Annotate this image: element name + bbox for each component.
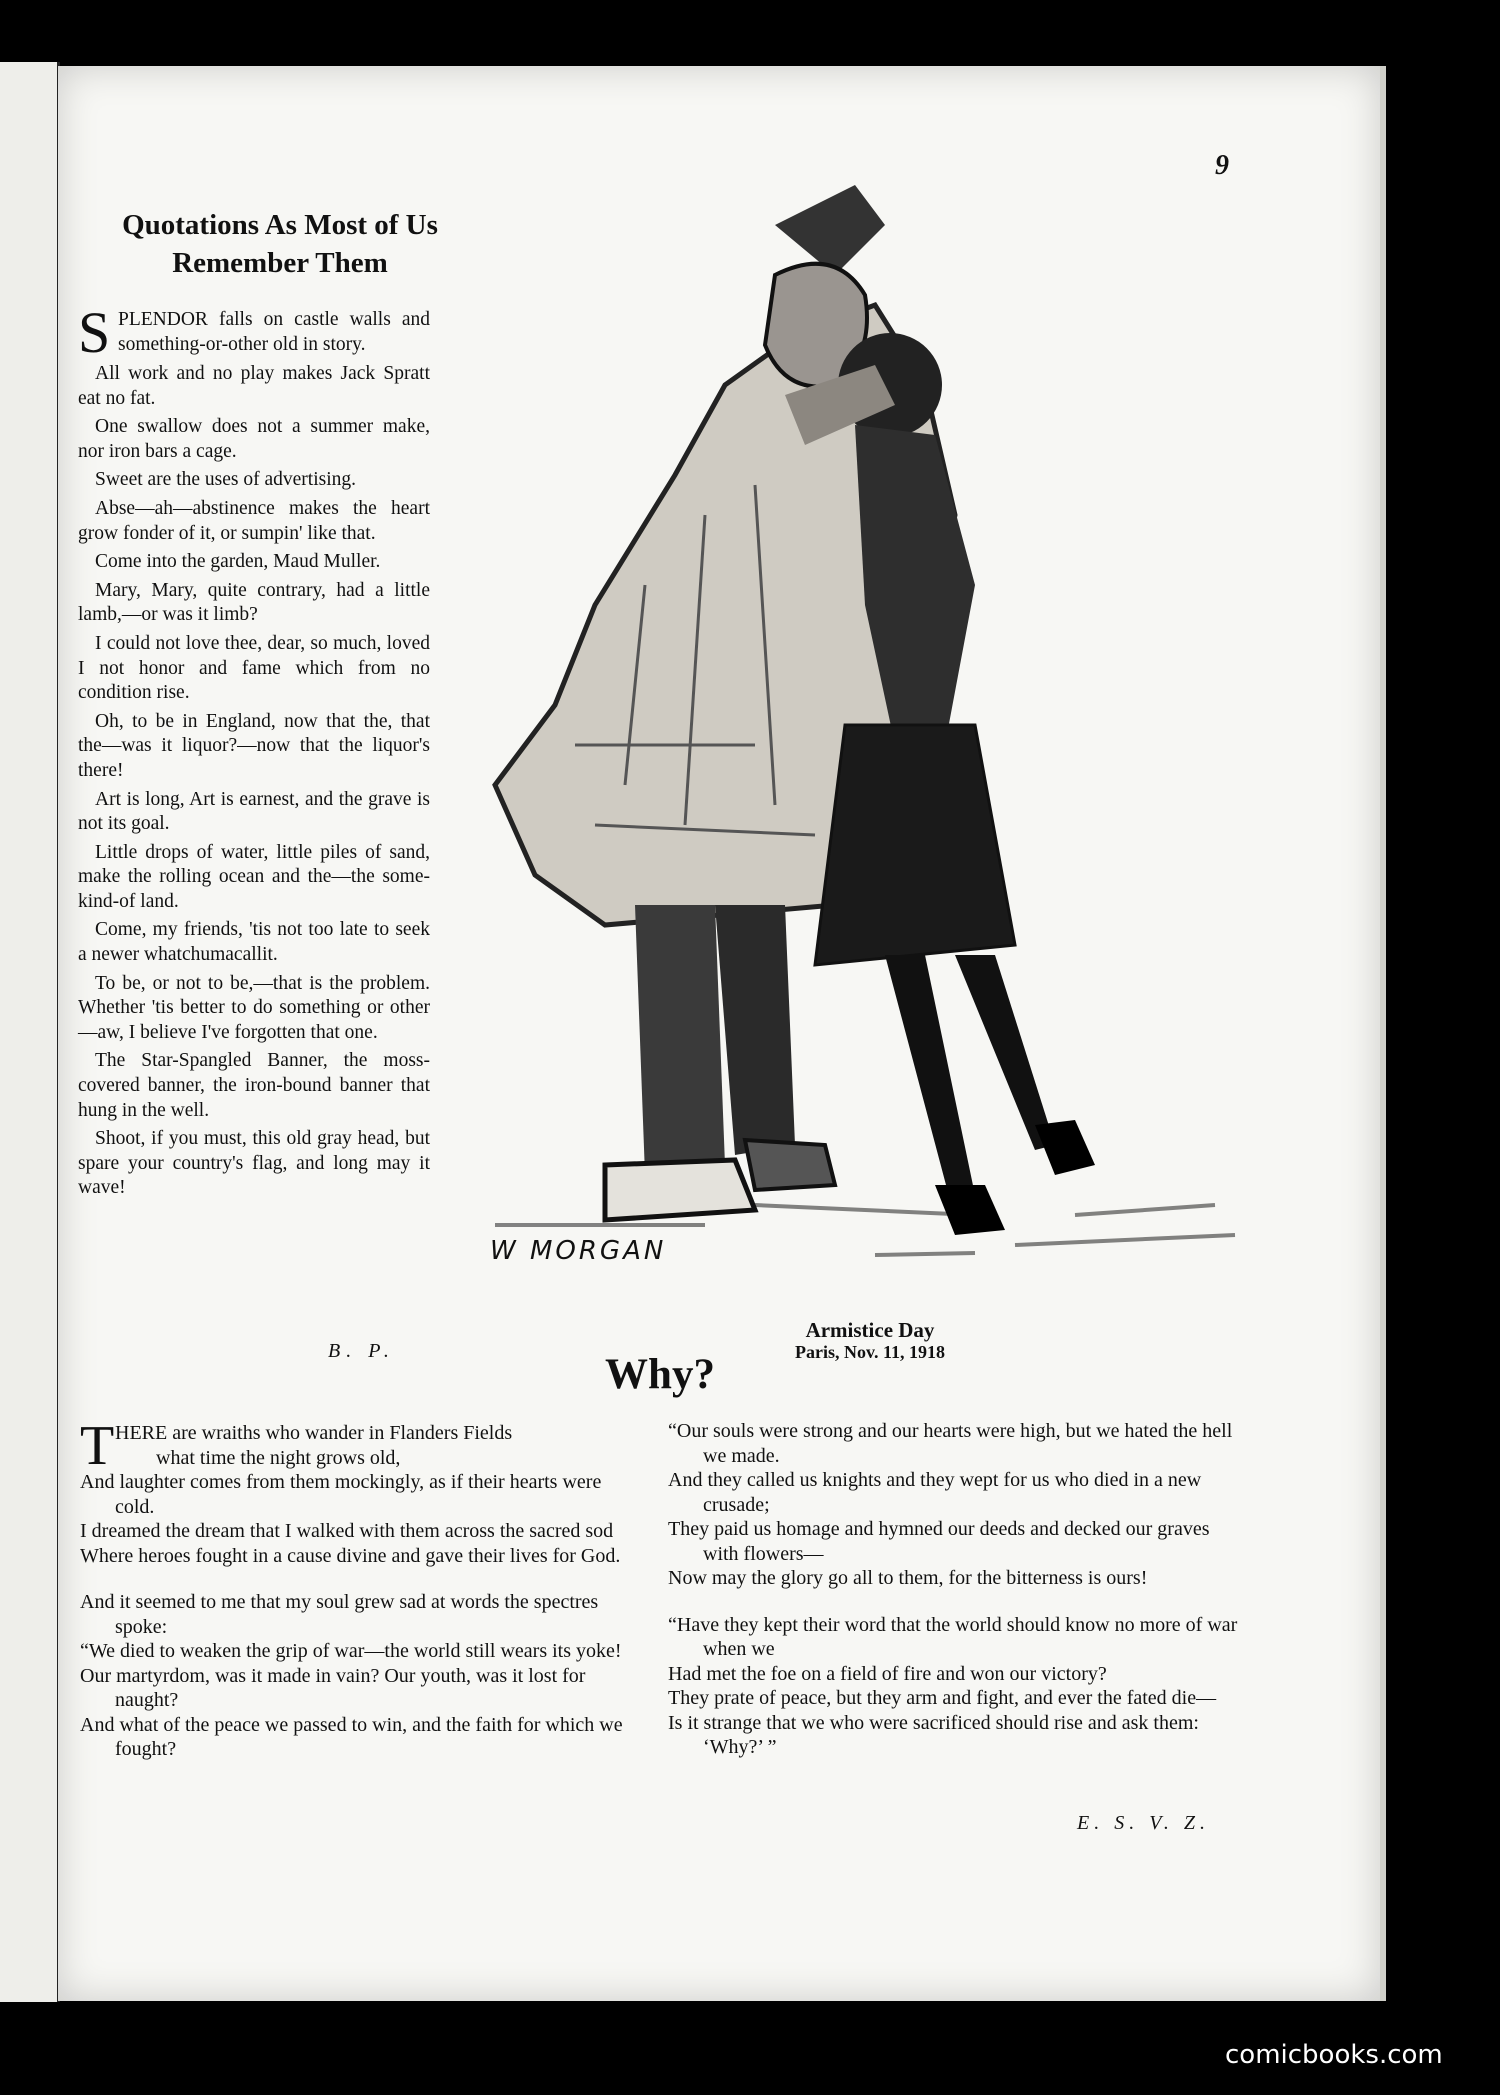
- poem-left-stanzas: [80, 1470, 640, 1762]
- quotation-paragraph: Come, my friends, 'tis not too late to seek a newer whatchumacallit.: [78, 919, 430, 966]
- quotation-paragraph: Oh, to be in England, now that the, that the—was it liquor?—now that the liquor's there!: [78, 710, 430, 781]
- poem-line: And laughter comes from them mockingly, as if their hearts were cold.: [80, 1471, 602, 1518]
- page-edge: [1380, 66, 1386, 2001]
- poem-line: I dreamed the dream that I walked with them across the sacred sod: [80, 1520, 614, 1542]
- site-watermark: comicbooks.com: [1225, 2040, 1443, 2070]
- quotation-paragraph: All work and no play makes Jack Spratt eat no fat.: [78, 363, 430, 409]
- quotations-column: [78, 300, 430, 1205]
- quotation-paragraph: Mary, Mary, quite contrary, had a little lamb,—or was it limb?: [78, 579, 430, 626]
- page-number: 9: [1215, 150, 1229, 181]
- poem-first-line-continuation: what time the night grows old,: [156, 1446, 401, 1469]
- poem-first-line: [80, 1415, 640, 1477]
- poem-line: And what of the peace we passed to win, and the faith for which we fought?: [80, 1713, 623, 1760]
- quotations-first-line: PLENDOR falls on castle walls and something-or-other old in story.: [118, 309, 430, 355]
- poem-stanza: [80, 1470, 640, 1568]
- poem-stanza: [80, 1590, 640, 1762]
- quotation-paragraph: Come into the garden, Maud Muller.: [95, 551, 381, 573]
- poem-line: Now may the glory go all to them, for the bitterness is ours!: [668, 1567, 1148, 1589]
- woman-shoes: [935, 1185, 1005, 1235]
- woman-skirt: [815, 725, 1015, 965]
- quotations-title: Quotations As Most of Us Remember Them: [122, 209, 438, 279]
- armistice-day-illustration: [455, 185, 1265, 1315]
- soldier-boots: [605, 1160, 755, 1220]
- quotation-paragraph: One swallow does not a summer make, nor iron bars a cage.: [78, 416, 430, 462]
- drop-cap: S: [78, 300, 111, 365]
- quotations-signature: B. P.: [328, 1340, 395, 1362]
- quotation-paragraph: I could not love thee, dear, so much, loved I not honor and fame which from no condition rise.: [78, 632, 430, 704]
- poem-line: Had met the foe on a field of fire and won our victory?: [668, 1662, 1107, 1685]
- poem-line: Our martyrdom, was it made in vain? Our youth, was it lost for naught?: [80, 1664, 586, 1711]
- poem-line: They paid us homage and hymned our deeds and decked our graves with flowers—: [668, 1518, 1210, 1565]
- poem-line: Where heroes fought in a cause divine and gave their lives for God.: [80, 1544, 621, 1567]
- woman-legs: [885, 955, 975, 1200]
- poem-line: And it seemed to me that my soul grew sad at words the spectres spoke:: [80, 1591, 599, 1638]
- illustration-caption-title: Armistice Day: [805, 1318, 935, 1342]
- previous-page-edge: [0, 62, 60, 2002]
- poem-stanza: [668, 1613, 1246, 1760]
- poem-right-column: [668, 1419, 1246, 1782]
- poem-line: Is it strange that we who were sacrificed should rise and ask them: ‘Why?’ ”: [668, 1711, 1199, 1758]
- poem-line: And they called us knights and they wept for us who died in a new crusade;: [668, 1469, 1202, 1516]
- soldier-cap: [775, 185, 885, 275]
- artist-signature: W MORGAN: [490, 1236, 667, 1266]
- poem-right-stanzas: [668, 1419, 1246, 1760]
- quotation-paragraph: Shoot, if you must, this old gray head, but spare your country's flag, and long may it wave!: [78, 1128, 430, 1199]
- quotation-paragraph: Sweet are the uses of advertising.: [95, 469, 357, 491]
- poem-signature: E. S. V. Z.: [1077, 1812, 1210, 1834]
- poem-first-line-text: HERE are wraiths who wander in Flanders Fields: [115, 1422, 513, 1444]
- poem-drop-cap: T: [80, 1415, 115, 1477]
- illustration-caption-subtitle: Paris, Nov. 11, 1918: [794, 1342, 945, 1362]
- quotation-paragraph: Art is long, Art is earnest, and the grave is not its goal.: [78, 788, 430, 835]
- poem-title: Why?: [605, 1351, 715, 1398]
- poem-stanza: [668, 1419, 1246, 1591]
- quotations-first-paragraph: [78, 300, 430, 365]
- poem-line: “We died to weaken the grip of war—the world still wears its yoke!: [80, 1640, 622, 1662]
- quotation-paragraph: Little drops of water, little piles of sand, make the rolling ocean and the—the some-kind-of land.: [78, 841, 430, 912]
- poem-line: “Our souls were strong and our hearts were high, but we hated the hell we made.: [668, 1420, 1233, 1467]
- quotation-paragraph: Abse—ah—abstinence makes the heart grow fonder of it, or sumpin' like that.: [78, 497, 430, 544]
- poem-left-column: [80, 1415, 640, 1784]
- quotation-paragraph: To be, or not to be,—that is the problem. Whether 'tis better to do something or other—aw, I believe I've forgotten that one.: [78, 972, 430, 1043]
- quotation-paragraph: The Star-Spangled Banner, the moss-covered banner, the iron-bound banner that hung in the well.: [78, 1050, 430, 1121]
- poem-line: They prate of peace, but they arm and fight, and ever the fated die—: [668, 1687, 1217, 1709]
- soldier-legs: [635, 905, 725, 1175]
- poem-line: “Have they kept their word that the world should know no more of war when we: [668, 1613, 1238, 1660]
